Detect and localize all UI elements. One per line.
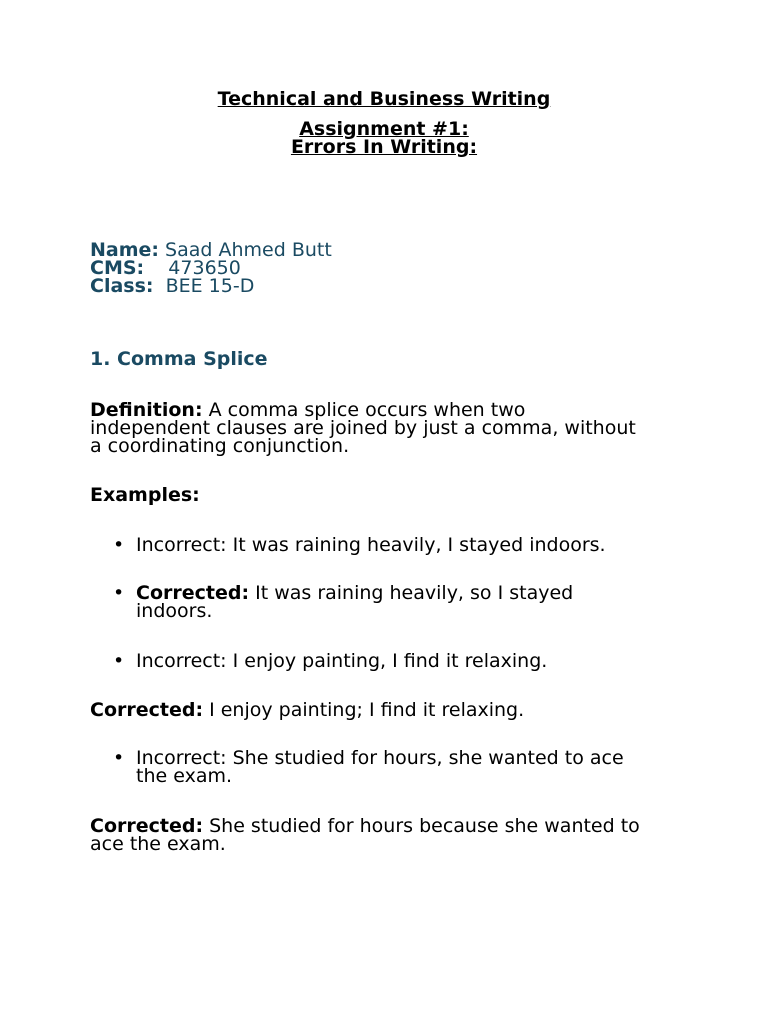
example-3-incorrect-line-1: Incorrect: She studied for hours, she wanted to ace	[136, 747, 624, 769]
example-1-corrected	[136, 584, 696, 620]
example-1-incorrect: Incorrect: It was raining heavily, I stayed indoors.	[136, 534, 606, 556]
example-2-corrected-text: I enjoy painting; I find it relaxing.	[203, 699, 525, 721]
example-1-corrected-line-1	[136, 584, 696, 602]
assignment-title: Assignment #1:	[299, 118, 469, 140]
student-class-line	[90, 277, 254, 295]
corrected-label: Corrected:	[90, 699, 204, 721]
corrected-label: Corrected:	[90, 815, 204, 837]
definition-paragraph	[90, 401, 690, 455]
example-3-corrected-line-2: ace the exam.	[90, 833, 226, 855]
course-title: Technical and Business Writing	[217, 88, 551, 110]
bullet-icon: •	[113, 582, 125, 604]
example-2-corrected	[90, 701, 690, 719]
cms-label: CMS:	[90, 257, 145, 279]
example-1-corrected-line-2: indoors.	[136, 600, 213, 622]
name-label: Name:	[90, 239, 160, 261]
bullet-icon: •	[113, 534, 125, 556]
corrected-label: Corrected:	[136, 582, 250, 604]
examples-label: Examples:	[90, 484, 200, 506]
definition-label: Definition:	[90, 399, 203, 421]
class-value: BEE 15-D	[153, 275, 255, 297]
cms-value: 473650	[144, 257, 241, 279]
definition-line-2: independent clauses are joined by just a comma, without	[90, 417, 636, 439]
example-3-corrected-text: She studied for hours because she wanted to	[203, 815, 640, 837]
bullet-icon: •	[113, 650, 125, 672]
section-heading: 1. Comma Splice	[90, 348, 268, 370]
example-3-incorrect	[136, 749, 696, 785]
topic-title: Errors In Writing:	[290, 136, 478, 158]
definition-text-1: A comma splice occurs when two	[202, 399, 526, 421]
class-label: Class:	[90, 275, 154, 297]
bullet-icon: •	[113, 747, 125, 769]
example-3-incorrect-line-2: the exam.	[136, 765, 233, 787]
name-value: Saad Ahmed Butt	[159, 239, 332, 261]
examples-heading	[90, 486, 690, 504]
example-2-incorrect: Incorrect: I enjoy painting, I find it relaxing.	[136, 650, 548, 672]
example-1-corrected-text: It was raining heavily, so I stayed	[249, 582, 574, 604]
definition-line-3: a coordinating conjunction.	[90, 435, 350, 457]
example-3-corrected	[90, 817, 690, 853]
